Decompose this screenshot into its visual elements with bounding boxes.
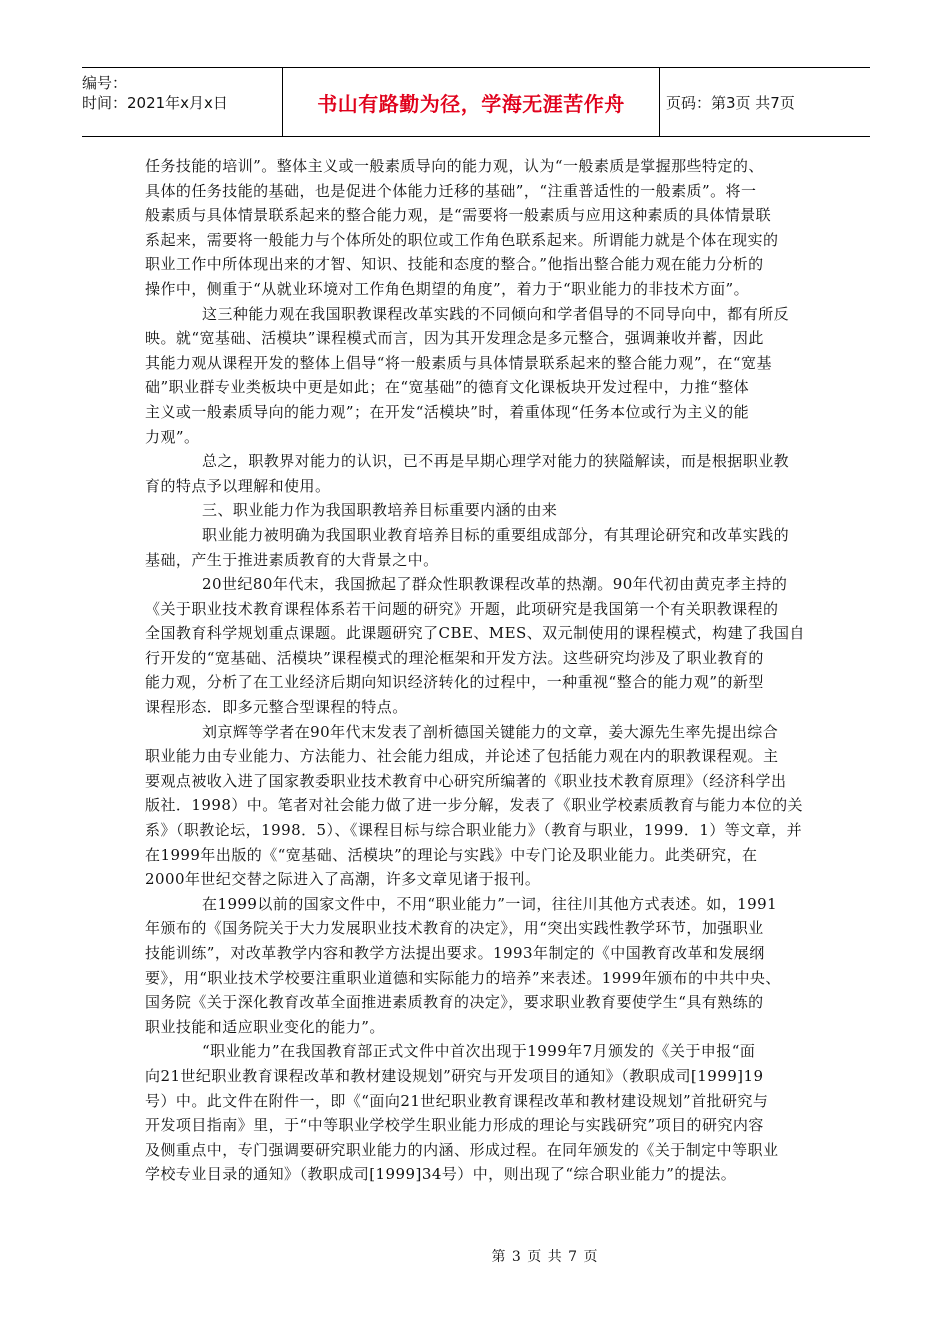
section-heading: 三、职业能力作为我国职教培养目标重要内涵的由来 xyxy=(202,501,558,520)
text-line: 在1999年出版的《“宽基础、活模块”的理论与实践》中专门论及职业能力。此类研究，在 xyxy=(145,845,758,864)
text-line: 开发项目指南》里，于“中等职业学校学生职业能力形成的理论与实践研究”项目的研究内容 xyxy=(145,1116,764,1135)
text-line: 这三种能力观在我国职教课程改革实践的不同倾向和学者倡导的不同导向中，都有所反 xyxy=(202,304,790,323)
header-meta xyxy=(82,68,282,136)
document-body xyxy=(145,154,805,1187)
text-line: 力观”。 xyxy=(145,427,200,446)
text-line: 基础，产生于推进素质教育的大背景之中。 xyxy=(145,550,439,569)
text-line: 在1999以前的国家文件中，不用“职业能力”一词，往往川其他方式表述。如，1991 xyxy=(202,894,778,913)
text-line: 具体的任务技能的基础，也是促进个体能力迁移的基础”，“注重普适性的一般素质”。将一 xyxy=(145,181,757,200)
header-page-label: 页码：第3页 共7页 xyxy=(666,93,795,112)
text-line: 国务院《关于深化教育改革全面推进素质教育的决定》，要求职业教育要使学生“具有熟练的 xyxy=(145,993,764,1012)
text-line: 其能力观从课程开发的整体上倡导“将一般素质与具体情景联系起来的整合能力观”，在“宽基 xyxy=(145,353,772,372)
text-line: 向21世纪职业教育课程改革和教材建设规划”研究与开发项目的通知》（教职成司[1999]19 xyxy=(145,1066,764,1085)
text-line: 版社．1998）中。笔者对社会能力做了进一步分解，发表了《职业学校素质教育与能力本位的关 xyxy=(145,796,803,815)
text-line: 职业技能和适应职业变化的能力”。 xyxy=(145,1017,385,1036)
serial-label: 编号： xyxy=(82,74,128,92)
text-line: 《关于职业技术教育课程体系若干问题的研究》开题，此项研究是我国第一个有关职教课程的 xyxy=(145,599,779,618)
text-line: “职业能力”在我国教育部正式文件中首次出现于1999年7月颁发的《关于申报“面 xyxy=(202,1042,756,1061)
text-line: 能力观，分析了在工业经济后期向知识经济转化的过程中，一种重视“整合的能力观”的新型 xyxy=(145,673,764,692)
text-line: 20世纪80年代末，我国掀起了群众性职教课程改革的热潮。90年代初由黄克孝主持的 xyxy=(202,575,788,594)
text-line: 职业能力由专业能力、方法能力、社会能力组成，并论述了包括能力观在内的职教课程观。主 xyxy=(145,747,779,766)
text-line: 职业能力被明确为我国职业教育培养目标的重要组成部分，有其理论研究和改革实践的 xyxy=(202,525,790,544)
text-line: 行开发的“宽基础、活模块”课程模式的理沦框架和开发方法。这些研究均涉及了职业教育的 xyxy=(145,648,764,667)
text-line: 主义或一般素质导向的能力观”；在开发“活模块”时，着重体现“任务本位或行为主义的能 xyxy=(145,402,750,421)
text-line: 育的特点予以理解和使用。 xyxy=(145,476,331,495)
text-line: 操作中，侧重于“从就业环境对工作角色期望的角度”，着力于“职业能力的非技术方面”。 xyxy=(145,279,750,298)
text-line: 般素质与具体情景联系起来的整合能力观，是“需要将一般素质与应用这种素质的具体情景联 xyxy=(145,206,772,225)
text-line: 及侧重点中，专门强调要研究职业能力的内涵、形成过程。在同年颁发的《关于制定中等职业 xyxy=(145,1140,779,1159)
text-line: 学校专业目录的通知》（教职成司[1999]34号）中，则出现了“综合职业能力”的提法。 xyxy=(145,1165,737,1184)
text-line: 2000年世纪交替之际进入了高潮，许多文章见诸于报刊。 xyxy=(145,870,541,889)
text-line: 技能训练”，对改革教学内容和教学方法提出要求。1993年制定的《中国教育改革和发展纲 xyxy=(145,944,765,962)
text-line: 映。就“宽基础、活模块”课程模式而言，因为其开发理念是多元整合，强调兼收并蓄，因此 xyxy=(145,329,764,348)
text-line: 要观点被收入进了国家教委职业技术教育中心研究所编著的《职业技术教育原理》（经济科学出 xyxy=(145,771,787,790)
time-label: 时间：2021年x月x日 xyxy=(82,94,228,112)
page-footer: 第 3 页 共 7 页 xyxy=(491,1249,599,1265)
text-line: 职业工作中所体现出来的才智、知识、技能和态度的整合。”他指出整合能力观在能力分析的 xyxy=(145,255,764,274)
text-line: 年颁布的《国务院关于大力发展职业技术教育的决定》，用“突出实践性教学环节，加强职业 xyxy=(145,919,764,938)
text-line: 总之，职教界对能力的认识，已不再是早期心理学对能力的狭隘解读，而是根据职业教 xyxy=(202,452,790,471)
text-line: 系起来，需要将一般能力与个体所处的职位或工作角色联系起来。所谓能力就是个体在现实的 xyxy=(145,230,779,249)
text-line: 础”职业群专业类板块中更是如此；在“宽基础”的德育文化课板块开发过程中，力推“整体 xyxy=(145,378,750,397)
text-line: 系》（职教论坛，1998．5）、《课程目标与综合职业能力》（教育与职业，1999．1）等文章，并 xyxy=(145,821,803,840)
header-motto: 书山有路勤为径，学海无涯苦作舟 xyxy=(282,68,660,136)
text-line: 课程形态．即多元整合型课程的特点。 xyxy=(145,698,408,717)
page-header xyxy=(82,67,870,137)
text-line: 任务技能的培训”。整体主义或一般素质导向的能力观，认为“一般素质是掌握那些特定的、 xyxy=(145,157,764,175)
text-line: 刘京辉等学者在90年代末发表了剖析德国关键能力的文章，姜大源先生率先提出综合 xyxy=(202,722,779,741)
text-line: 要》，用“职业技术学校要注重职业道德和实际能力的培养”来表述。1999年颁布的中共中央、 xyxy=(145,968,781,987)
text-line: 全国教育科学规划重点课题。此课题研究了CBE、MES、双元制使用的课程模式，构建了我国自 xyxy=(145,624,805,643)
text-line: 号）中。此文件在附件一，即《“面向21世纪职业教育课程改革和教材建设规划”首批研究与 xyxy=(145,1091,769,1110)
